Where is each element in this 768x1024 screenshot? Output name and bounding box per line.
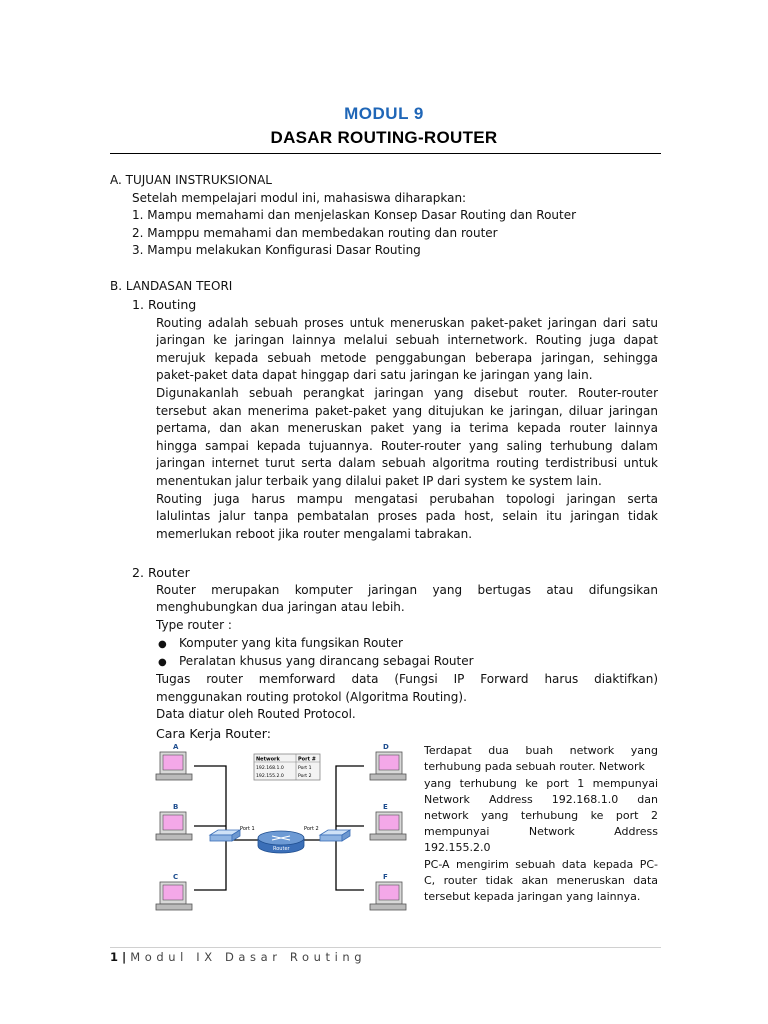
explain-line: tersebut kepada jaringan yang lainnya. <box>424 890 641 903</box>
routing-line: merujuk kepada sebuah metode penggabungan beberapa jaringan, sehingga <box>156 351 658 365</box>
page-footer <box>110 949 366 965</box>
pc-label: E <box>383 803 388 811</box>
page-title: DASAR ROUTING-ROUTER <box>270 128 498 147</box>
routing-line: menentukan jalur terbaik yang dilalui paket IP dari system ke system lain. <box>156 474 602 488</box>
explain-line: yang terhubung ke port 1 mempunyai <box>424 777 658 790</box>
bullet-text: Peralatan khusus yang dirancang sebagai Router <box>179 654 474 668</box>
port-label: Port 2 <box>304 826 319 832</box>
routing-heading: 1. Routing <box>132 297 197 312</box>
table-header: Network <box>256 756 280 763</box>
pc-icon <box>370 803 406 840</box>
routing-line: Routing juga harus mampu mengatasi perubahan topologi jaringan serta <box>156 492 658 506</box>
footer-rule <box>110 947 661 948</box>
routing-line: tersebut akan menerima paket-paket yang ditujukan ke jaringan, diluar jaringan <box>156 404 658 418</box>
objective-item: 1. Mampu memahami dan menjelaskan Konsep Dasar Routing dan Router <box>132 208 577 222</box>
routing-line: hingga sampai kepada tujuannya. Router-router yang saling terhubung dalam <box>156 439 658 453</box>
routing-line: jaringan ke jaringan lainnya melalui sebuah internetwork. Routing juga dapat <box>156 333 658 347</box>
routing-line: pertama, dan akan meneruskan paket yang ia terima kepada router lainnya <box>156 421 658 435</box>
section-a-intro: Setelah mempelajari modul ini, mahasiswa diharapkan: <box>132 191 467 205</box>
pc-label: A <box>173 743 179 751</box>
explain-line: PC-A mengirim sebuah data kepada PC- <box>424 858 658 871</box>
pc-icon <box>156 803 192 840</box>
table-cell: 192.155.2.0 <box>256 774 284 779</box>
section-b-heading: B. LANDASAN TEORI <box>110 279 233 293</box>
table-cell: Port 2 <box>298 774 312 779</box>
footer-label: Modul IX Dasar Routing <box>130 950 367 964</box>
router-icon <box>258 831 304 853</box>
pc-icon <box>156 873 192 910</box>
module-number: MODUL 9 <box>344 104 424 123</box>
port-label: Port 1 <box>240 826 255 832</box>
page-number: 1 <box>110 950 119 964</box>
routing-line: memerlukan reboot jika router mengalami tabrakan. <box>156 527 473 541</box>
switch-icon <box>320 830 350 841</box>
title-rule <box>110 153 661 154</box>
router-heading: 2. Router <box>132 565 190 580</box>
router-type-label: Type router : <box>156 618 232 632</box>
pc-label: C <box>173 873 179 881</box>
routing-line: paket-paket data dapat hinggap dari satu jaringan ke jaringan yang lain. <box>156 368 593 382</box>
table-header: Port # <box>298 756 316 763</box>
objective-item: 2. Mamppu memahami dan membedakan routing dan router <box>132 226 498 240</box>
switch-icon <box>210 830 240 841</box>
network-diagram <box>154 742 410 916</box>
section-a-heading: A. TUJUAN INSTRUKSIONAL <box>110 173 272 187</box>
routing-line: lalulintas jalur tanpa pembatalan proses pada host, selain itu jaringan tidak <box>156 509 658 523</box>
pc-label: F <box>383 873 388 881</box>
table-cell: Port 1 <box>298 766 312 771</box>
pc-icon <box>370 743 406 780</box>
explain-line: mempunyai Network Address <box>424 825 658 838</box>
pc-label: D <box>383 743 389 751</box>
explain-line: terhubung pada sebuah router. Network <box>424 760 645 773</box>
explain-line: 192.155.2.0 <box>424 841 491 854</box>
router-line: menghubungkan dua jaringan atau lebih. <box>156 600 405 614</box>
diagram-links <box>194 766 364 890</box>
routing-line: Digunakanlah sebuah perangkat jaringan yang disebut router. Router-router <box>156 386 658 400</box>
explain-line: Terdapat dua buah network yang <box>424 744 658 757</box>
routing-line: jaringan internet turut serta dalam sebuah algoritma routing terdistribusi untuk <box>156 456 658 470</box>
routing-table <box>254 754 320 780</box>
pc-label: B <box>173 803 179 811</box>
router-task-line: Tugas router memforward data (Fungsi IP Forward harus diaktifkan) <box>156 672 658 686</box>
router-task-line: Data diatur oleh Routed Protocol. <box>156 707 356 721</box>
bullet-item: ● <box>158 639 167 650</box>
bullet-item: ● <box>158 657 167 668</box>
pc-icon <box>156 743 192 780</box>
explain-line: Network Address 192.168.1.0 dan <box>424 793 658 806</box>
objective-item: 3. Mampu melakukan Konfigurasi Dasar Routing <box>132 243 421 257</box>
footer-separator: | <box>118 950 131 964</box>
cara-kerja-heading: Cara Kerja Router: <box>156 726 271 741</box>
bullet-text: Komputer yang kita fungsikan Router <box>179 636 403 650</box>
explain-line: network yang terhubung ke port 2 <box>424 809 658 822</box>
explain-line: C, router tidak akan meneruskan data <box>424 874 658 887</box>
table-cell: 192.168.1.0 <box>256 766 284 771</box>
router-line: Router merupakan komputer jaringan yang bertugas atau difungsikan <box>156 583 658 597</box>
routing-line: Routing adalah sebuah proses untuk meneruskan paket-paket jaringan dari satu <box>156 316 658 330</box>
pc-icon <box>370 873 406 910</box>
router-task-line: menggunakan routing protokol (Algoritma Routing). <box>156 690 467 704</box>
router-label: Router <box>273 846 290 852</box>
